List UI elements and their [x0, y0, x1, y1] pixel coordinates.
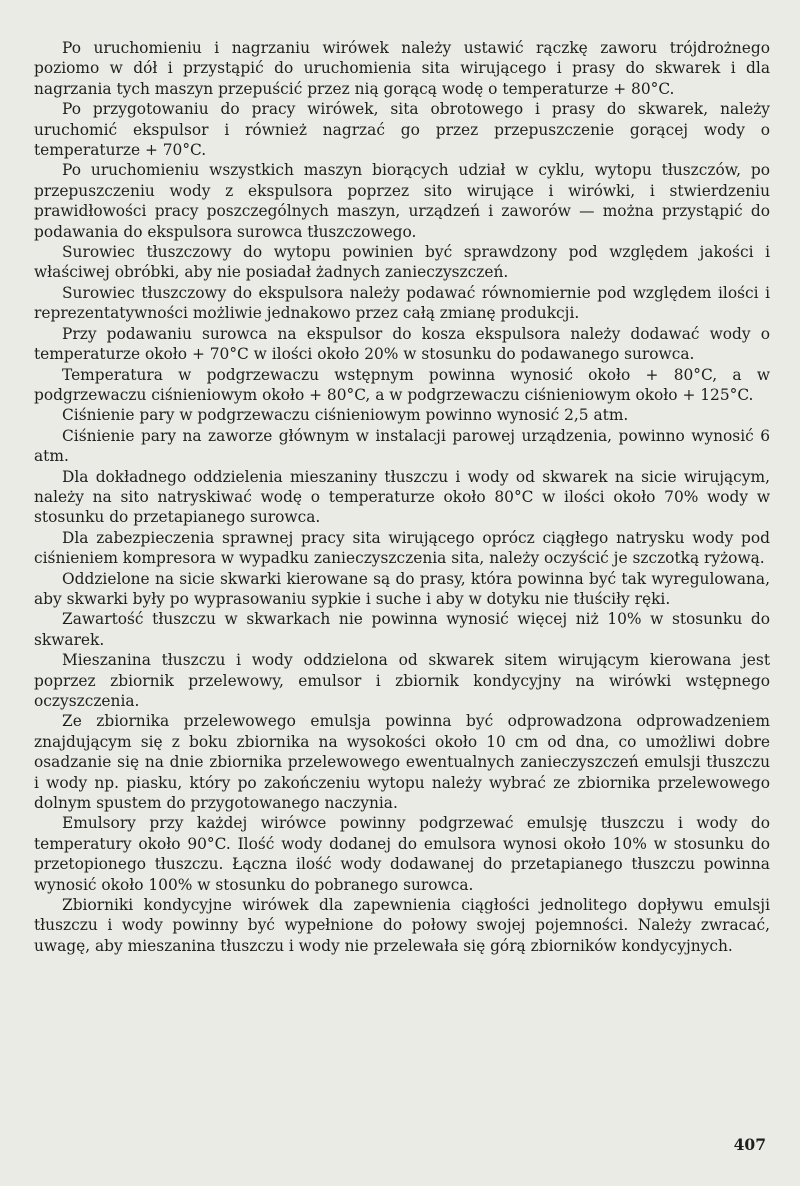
paragraph: Po uruchomieniu wszystkich maszyn biorących udział w cyklu, wytopu tłuszczów, po przepuszczeniu wody z ekspulsora poprzez sito wirujące i wirówki, i stwierdzeniu prawidłowości pracy poszczególnych maszyn, urządzeń i zaworów — można przystąpić do podawania do ekspulsora surowca tłuszczowego. — [34, 161, 770, 241]
paragraph: Ze zbiornika przelewowego emulsja powinna być odprowadzona odprowadzeniem znajdującym się z boku zbiornika na wysokości około 10 cm od dna, co umożliwi dobre osadzanie się na dnie zbiornika przelewowego ewentualnych zanieczyszczeń emulsji tłuszczu i wody np. piasku, który po zakończeniu wytopu należy wybrać ze zbiornika przelewowego dolnym spustem do przygotowanego naczynia. — [34, 712, 770, 813]
paragraph: Surowiec tłuszczowy do ekspulsora należy podawać równomiernie pod względem ilości i reprezentatywności możliwie jednakowo przez całą zmianę produkcji. — [34, 283, 770, 323]
paragraph: Mieszanina tłuszczu i wody oddzielona od skwarek sitem wirującym kierowana jest poprzez zbiornik przelewowy, emulsor i zbiornik kondycyjny na wirówki wstępnego oczyszczenia. — [34, 651, 770, 710]
paragraph: Ciśnienie pary na zaworze głównym w instalacji parowej urządzenia, powinno wynosić 6 atm. — [34, 426, 770, 466]
paragraph: Zawartość tłuszczu w skwarkach nie powinna wynosić więcej niż 10% w stosunku do skwarek. — [34, 610, 770, 649]
paragraph: Emulsory przy każdej wirówce powinny podgrzewać emulsję tłuszczu i wody do temperatury około 90°C. Ilość wody dodanej do emulsora wynosi około 10% w stosunku do przetopionego tłuszczu. Łączna ilość wody dodawanej do przetapianego tłuszczu powinna wynosić około 100% w stosunku do pobranego surowca. — [34, 814, 770, 894]
paragraph: Zbiorniki kondycyjne wirówek dla zapewnienia ciągłości jednolitego dopływu emulsji tłuszczu i wody powinny być wypełnione do połowy swojej pojemności. Należy zwracać, uwagę, aby mieszanina tłuszczu i wody nie przelewała się górą zbiorników kondycyjnych. — [34, 896, 770, 955]
body-text — [34, 38, 770, 956]
paragraph: Ciśnienie pary w podgrzewaczu ciśnieniowym powinno wynosić 2,5 atm. — [62, 406, 629, 425]
paragraph: Dla dokładnego oddzielenia mieszaniny tłuszczu i wody od skwarek na sicie wirującym, należy na sito natryskiwać wodę o temperaturze około 80°C w ilości około 70% wody w stosunku do przetapianego surowca. — [34, 467, 770, 527]
paragraph: Temperatura w podgrzewaczu wstępnym powinna wynosić około + 80°C, a w podgrzewaczu ciśnieniowym około + 80°C, a w podgrzewaczu ciśnieniowym około + 125°C. — [34, 365, 770, 404]
paragraph: Przy podawaniu surowca na ekspulsor do kosza ekspulsora należy dodawać wody o temperaturze około + 70°C w ilości około 20% w stosunku do podawanego surowca. — [34, 324, 770, 364]
page-number: 407 — [733, 1135, 766, 1154]
paragraph: Surowiec tłuszczowy do wytopu powinien być sprawdzony pod względem jakości i właściwej obróbki, aby nie posiadał żadnych zanieczyszczeń. — [34, 243, 770, 282]
paragraph: Dla zabezpieczenia sprawnej pracy sita wirującego oprócz ciągłego natrysku wody pod ciśnieniem kompresora w wypadku zanieczyszczenia sita, należy oczyścić je szczotką ryżową. — [34, 528, 770, 568]
paragraph: Oddzielone na sicie skwarki kierowane są do prasy, która powinna być tak wyregulowana, aby skwarki były po wyprasowaniu sypkie i suche i aby w dotyku nie tłuściły ręki. — [34, 569, 770, 608]
paragraph: Po uruchomieniu i nagrzaniu wirówek należy ustawić rączkę zaworu trójdrożnego poziomo w dół i przystąpić do uruchomienia sita wirującego i prasy do skwarek i dla nagrzania tych maszyn przepuścić przez nią gorącą wodę o temperaturze + 80°C. — [34, 39, 770, 98]
paragraph: Po przygotowaniu do pracy wirówek, sita obrotowego i prasy do skwarek, należy uruchomić ekspulsor i również nagrzać go przez przepuszczenie gorącej wody o temperaturze + 70°C. — [34, 100, 770, 160]
